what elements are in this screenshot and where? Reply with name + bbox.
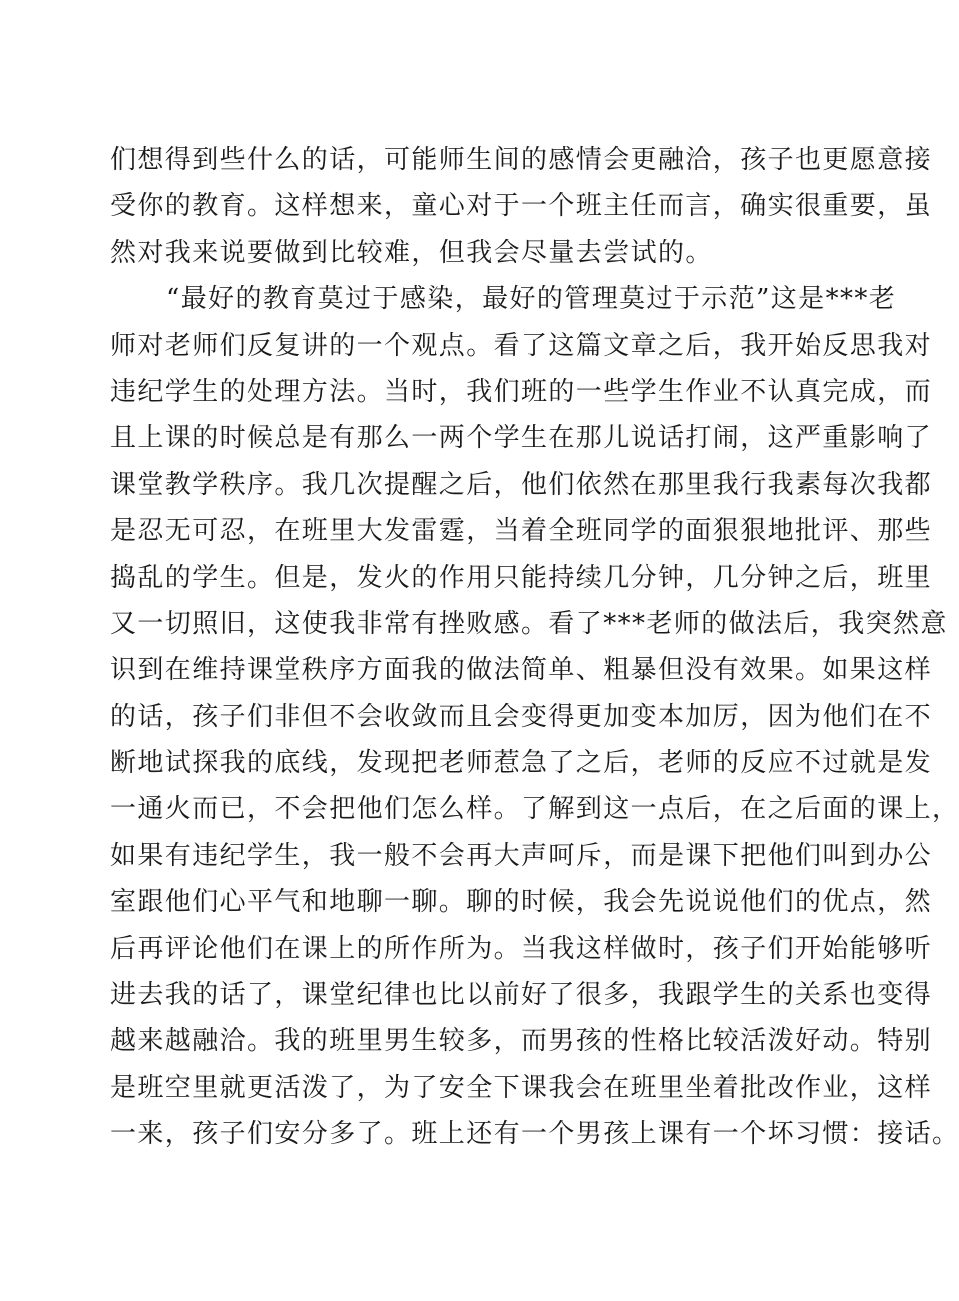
text-line: 一来，孩子们安分多了。班上还有一个男孩上课有一个坏习惯：接话。 [110,1119,959,1150]
paragraph-first-line: “最好的教育莫过于感染，最好的管理莫过于示范”这是***老 [166,284,897,315]
text-line: 师对老师们反复讲的一个观点。看了这篇文章之后，我开始反思我对 [110,330,933,361]
text-line: 如果有违纪学生，我一般不会再大声呵斥，而是课下把他们叫到办公 [110,840,933,871]
text-line: 断地试探我的底线，发现把老师惹急了之后，老师的反应不过就是发 [110,748,933,779]
text-line: 且上课的时候总是有那么一两个学生在那儿说话打闹，这严重影响了 [110,423,933,454]
text-line: 违纪学生的处理方法。当时，我们班的一些学生作业不认真完成，而 [110,376,933,407]
text-line: 越来越融洽。我的班里男生较多，而男孩的性格比较活泼好动。特别 [110,1026,933,1057]
text-line: 们想得到些什么的话，可能师生间的感情会更融洽，孩子也更愿意接 [110,145,933,175]
text-line: 是忍无可忍，在班里大发雷霆，当着全班同学的面狠狠地批评、那些 [110,516,933,547]
text-line: 是班空里就更活泼了，为了安全下课我会在班里坐着批改作业，这样 [110,1072,933,1103]
text-line: 捣乱的学生。但是，发火的作用只能持续几分钟，几分钟之后，班里 [110,562,933,593]
text-line: 进去我的话了，课堂纪律也比以前好了很多，我跟学生的关系也变得 [110,980,933,1011]
text-line: 一通火而已，不会把他们怎么样。了解到这一点后，在之后面的课上， [110,794,959,825]
text-line: 然对我来说要做到比较难，但我会尽量去尝试的。 [110,237,713,268]
text-line: 又一切照旧，这使我非常有挫败感。看了***老师的做法后，我突然意 [110,608,948,639]
text-line: 课堂教学秩序。我几次提醒之后，他们依然在那里我行我素每次我都 [110,469,933,500]
body-text [110,137,959,1158]
text-line: 的话，孩子们非但不会收敛而且会变得更加变本加厉，因为他们在不 [110,701,933,732]
text-line: 受你的教育。这样想来，童心对于一个班主任而言，确实很重要，虽 [110,191,933,222]
text-line: 室跟他们心平气和地聊一聊。聊的时候，我会先说说他们的优点，然 [110,887,933,918]
text-line: 后再评论他们在课上的所作所为。当我这样做时，孩子们开始能够听 [110,933,933,964]
text-line: 识到在维持课堂秩序方面我的做法简单、粗暴但没有效果。如果这样 [110,655,933,686]
